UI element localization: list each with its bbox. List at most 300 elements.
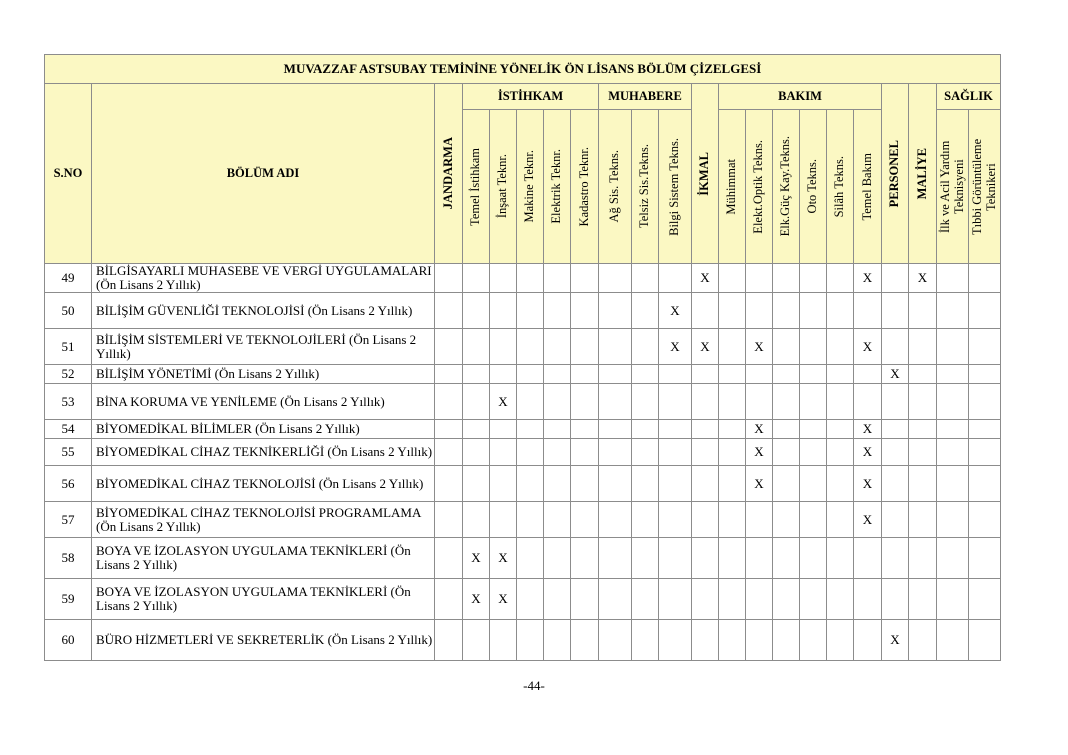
mark-cell (490, 420, 517, 439)
mark-cell (599, 439, 632, 466)
group-header-1: İSTİHKAM (463, 84, 599, 110)
mark-cell (632, 264, 659, 293)
page-number: -44- (523, 678, 545, 693)
mark-cell (937, 502, 969, 538)
mark-cell (909, 329, 937, 365)
mark-cell (517, 620, 544, 661)
mark-cell (773, 620, 800, 661)
mark-cell (517, 384, 544, 420)
mark-cell (435, 538, 463, 579)
mark-x: X (490, 384, 517, 420)
mark-cell (909, 439, 937, 466)
column-header-label: Temel İstihkam (468, 147, 483, 226)
department-name: BİYOMEDİKAL CİHAZ TEKNOLOJİSİ (Ön Lisans 2 Yıllık) (92, 466, 435, 502)
mark-cell (827, 384, 854, 420)
mark-cell (773, 264, 800, 293)
mark-cell (517, 264, 544, 293)
mark-cell (490, 365, 517, 384)
mark-cell (937, 620, 969, 661)
mark-x: X (746, 466, 773, 502)
mark-cell (827, 365, 854, 384)
mark-cell (544, 293, 571, 329)
department-name: BİYOMEDİKAL CİHAZ TEKNİKERLİĞİ (Ön Lisans 2 Yıllık) (92, 439, 435, 466)
mark-cell (882, 293, 909, 329)
mark-cell (435, 329, 463, 365)
row-number: 57 (45, 502, 92, 538)
column-header-label: İnşaat Teknr. (495, 154, 510, 219)
row-number: 52 (45, 365, 92, 384)
mark-cell (719, 620, 746, 661)
mark-cell (490, 466, 517, 502)
mark-cell (571, 384, 599, 420)
column-header-label: Tıbbi Görüntüleme Teknikeri (969, 138, 998, 235)
row-number: 59 (45, 579, 92, 620)
row-number: 53 (45, 384, 92, 420)
name-header: BÖLÜM ADI (92, 84, 435, 264)
mark-cell (773, 384, 800, 420)
mark-cell (571, 579, 599, 620)
mark-cell (969, 365, 1001, 384)
column-header-wrap (599, 110, 631, 263)
mark-cell (463, 420, 490, 439)
mark-cell (517, 329, 544, 365)
mark-cell (632, 420, 659, 439)
mark-cell (692, 293, 719, 329)
mark-cell (571, 293, 599, 329)
mark-cell (435, 579, 463, 620)
mark-cell (490, 329, 517, 365)
mark-cell (463, 466, 490, 502)
mark-cell (969, 439, 1001, 466)
column-header-wrap (463, 110, 489, 263)
mark-cell (435, 502, 463, 538)
mark-cell (800, 264, 827, 293)
mark-x: X (854, 439, 882, 466)
table-row (45, 420, 1001, 439)
mark-cell (571, 439, 599, 466)
column-header-label: Mühimmat (724, 158, 739, 215)
department-name: BİLİŞİM SİSTEMLERİ VE TEKNOLOJİLERİ (Ön Lisans 2 Yıllık) (92, 329, 435, 365)
mark-cell (692, 466, 719, 502)
mark-cell (746, 620, 773, 661)
table-row (45, 502, 1001, 538)
mark-cell (599, 466, 632, 502)
mark-cell (909, 502, 937, 538)
column-header-wrap (571, 110, 598, 263)
department-name: BİYOMEDİKAL CİHAZ TEKNOLOJİSİ PROGRAMLAMA (Ön Lisans 2 Yıllık) (92, 502, 435, 538)
column-header-6 (599, 110, 632, 264)
mark-x: X (909, 264, 937, 293)
mark-cell (571, 620, 599, 661)
mark-x: X (746, 439, 773, 466)
column-header-4 (544, 110, 571, 264)
column-header-label: İKMAL (697, 151, 712, 196)
mark-cell (969, 293, 1001, 329)
row-number: 58 (45, 538, 92, 579)
mark-cell (827, 439, 854, 466)
row-number: 55 (45, 439, 92, 466)
mark-cell (692, 620, 719, 661)
row-number: 54 (45, 420, 92, 439)
group-header-7: SAĞLIK (937, 84, 1001, 110)
mark-cell (544, 329, 571, 365)
department-name: BİNA KORUMA VE YENİLEME (Ön Lisans 2 Yıllık) (92, 384, 435, 420)
mark-x: X (882, 365, 909, 384)
mark-cell (463, 502, 490, 538)
mark-x: X (490, 538, 517, 579)
mark-cell (746, 293, 773, 329)
mark-cell (969, 579, 1001, 620)
mark-cell (937, 365, 969, 384)
mark-cell (599, 502, 632, 538)
mark-cell (937, 293, 969, 329)
mark-cell (746, 365, 773, 384)
column-header-wrap (909, 84, 936, 263)
mark-cell (544, 384, 571, 420)
mark-cell (490, 502, 517, 538)
mark-cell (719, 420, 746, 439)
column-header-17 (909, 84, 937, 264)
column-header-5 (571, 110, 599, 264)
row-number: 49 (45, 264, 92, 293)
department-name: BOYA VE İZOLASYON UYGULAMA TEKNİKLERİ (Ön Lisans 2 Yıllık) (92, 538, 435, 579)
mark-cell (800, 579, 827, 620)
table-row (45, 538, 1001, 579)
mark-cell (435, 264, 463, 293)
table-title: MUVAZZAF ASTSUBAY TEMİNİNE YÖNELİK ÖN LİSANS BÖLÜM ÇİZELGESİ (45, 55, 1001, 84)
column-header-wrap (659, 110, 691, 263)
mark-x: X (854, 329, 882, 365)
mark-cell (909, 466, 937, 502)
mark-x: X (463, 579, 490, 620)
column-header-0 (435, 84, 463, 264)
column-header-11 (746, 110, 773, 264)
mark-cell (882, 384, 909, 420)
mark-cell (571, 420, 599, 439)
mark-cell (937, 538, 969, 579)
column-header-19 (969, 110, 1001, 264)
mark-cell (517, 538, 544, 579)
mark-cell (544, 502, 571, 538)
mark-cell (827, 329, 854, 365)
mark-cell (969, 420, 1001, 439)
column-header-label: Ağ Sis. Tekns. (607, 150, 622, 223)
mark-cell (909, 420, 937, 439)
mark-cell (659, 365, 692, 384)
mark-cell (773, 538, 800, 579)
mark-cell (719, 579, 746, 620)
column-header-wrap (490, 110, 516, 263)
mark-x: X (854, 264, 882, 293)
mark-cell (746, 384, 773, 420)
mark-cell (659, 538, 692, 579)
mark-cell (599, 365, 632, 384)
mark-cell (435, 466, 463, 502)
column-header-16 (882, 84, 909, 264)
mark-cell (490, 620, 517, 661)
mark-cell (632, 620, 659, 661)
row-number: 56 (45, 466, 92, 502)
mark-cell (969, 502, 1001, 538)
mark-cell (969, 620, 1001, 661)
mark-cell (909, 620, 937, 661)
mark-cell (719, 293, 746, 329)
mark-cell (909, 579, 937, 620)
mark-cell (692, 420, 719, 439)
mark-x: X (854, 420, 882, 439)
mark-cell (632, 329, 659, 365)
column-header-wrap (969, 110, 1000, 263)
mark-cell (544, 620, 571, 661)
column-header-2 (490, 110, 517, 264)
mark-cell (882, 264, 909, 293)
mark-cell (827, 264, 854, 293)
mark-cell (937, 384, 969, 420)
mark-cell (599, 538, 632, 579)
mark-x: X (659, 293, 692, 329)
mark-cell (827, 420, 854, 439)
mark-cell (632, 579, 659, 620)
mark-cell (800, 365, 827, 384)
column-header-label: Silâh Tekns. (832, 155, 847, 218)
mark-cell (435, 620, 463, 661)
mark-cell (882, 466, 909, 502)
column-header-label: Makine Teknr. (522, 150, 537, 223)
column-header-label: Temel Bakım (859, 152, 874, 221)
mark-cell (599, 620, 632, 661)
mark-cell (659, 439, 692, 466)
mark-cell (773, 502, 800, 538)
column-header-label: JANDARMA (440, 137, 455, 210)
mark-cell (909, 538, 937, 579)
row-number: 60 (45, 620, 92, 661)
mark-cell (571, 329, 599, 365)
department-table (44, 54, 1001, 661)
column-header-wrap (854, 110, 881, 263)
column-header-label: İlk ve Acil Yardım Teknisyeni (937, 140, 966, 233)
mark-cell (937, 420, 969, 439)
mark-cell (937, 466, 969, 502)
mark-cell (827, 579, 854, 620)
mark-cell (937, 579, 969, 620)
mark-cell (490, 293, 517, 329)
column-header-wrap (719, 110, 745, 263)
column-header-wrap (435, 84, 462, 263)
department-name: BİLİŞİM GÜVENLİĞİ TEKNOLOJİSİ (Ön Lisans 2 Yıllık) (92, 293, 435, 329)
mark-cell (773, 420, 800, 439)
table-row (45, 384, 1001, 420)
mark-cell (599, 420, 632, 439)
column-header-9 (692, 84, 719, 264)
column-header-wrap (827, 110, 853, 263)
mark-cell (632, 293, 659, 329)
row-number: 51 (45, 329, 92, 365)
mark-cell (773, 293, 800, 329)
mark-cell (632, 502, 659, 538)
column-header-wrap (692, 84, 718, 263)
mark-cell (659, 466, 692, 502)
mark-cell (909, 384, 937, 420)
mark-cell (632, 538, 659, 579)
mark-cell (599, 384, 632, 420)
table-row (45, 329, 1001, 365)
mark-cell (882, 439, 909, 466)
mark-cell (517, 466, 544, 502)
mark-cell (599, 329, 632, 365)
column-header-wrap (632, 110, 658, 263)
mark-cell (692, 579, 719, 620)
mark-cell (800, 293, 827, 329)
table-row (45, 264, 1001, 293)
mark-cell (719, 439, 746, 466)
mark-cell (854, 293, 882, 329)
mark-x: X (490, 579, 517, 620)
mark-cell (969, 329, 1001, 365)
mark-cell (854, 620, 882, 661)
column-header-3 (517, 110, 544, 264)
table-row (45, 365, 1001, 384)
column-header-12 (773, 110, 800, 264)
mark-x: X (854, 502, 882, 538)
mark-cell (969, 384, 1001, 420)
column-header-label: Elektrik Teknr. (549, 149, 564, 224)
column-header-wrap (773, 110, 799, 263)
mark-cell (937, 329, 969, 365)
mark-cell (800, 538, 827, 579)
mark-cell (544, 264, 571, 293)
mark-cell (517, 439, 544, 466)
mark-cell (632, 439, 659, 466)
column-header-label: Telsiz Sis.Tekns. (637, 144, 652, 229)
department-name: BOYA VE İZOLASYON UYGULAMA TEKNİKLERİ (Ön Lisans 2 Yıllık) (92, 579, 435, 620)
mark-cell (773, 439, 800, 466)
column-header-10 (719, 110, 746, 264)
mark-cell (659, 579, 692, 620)
mark-cell (544, 579, 571, 620)
mark-cell (800, 502, 827, 538)
column-header-label: Elk.Güç Kay.Tekns. (778, 136, 793, 237)
mark-cell (517, 579, 544, 620)
column-header-wrap (517, 110, 543, 263)
department-name: BİLİŞİM YÖNETİMİ (Ön Lisans 2 Yıllık) (92, 365, 435, 384)
column-header-wrap (746, 110, 772, 263)
mark-cell (827, 293, 854, 329)
mark-cell (692, 365, 719, 384)
mark-cell (854, 579, 882, 620)
mark-cell (463, 264, 490, 293)
mark-cell (800, 420, 827, 439)
mark-cell (719, 466, 746, 502)
column-header-label: Kadastro Teknr. (576, 146, 591, 227)
sno-header: S.NO (45, 84, 92, 264)
mark-cell (909, 293, 937, 329)
mark-cell (544, 538, 571, 579)
mark-cell (719, 538, 746, 579)
mark-cell (632, 466, 659, 502)
mark-x: X (882, 620, 909, 661)
group-header-row (45, 84, 1001, 110)
mark-cell (435, 420, 463, 439)
mark-cell (599, 264, 632, 293)
mark-cell (517, 365, 544, 384)
mark-cell (571, 538, 599, 579)
mark-cell (746, 579, 773, 620)
table-row (45, 466, 1001, 502)
mark-cell (571, 264, 599, 293)
mark-cell (632, 384, 659, 420)
mark-cell (746, 502, 773, 538)
column-header-wrap (937, 110, 968, 263)
column-header-wrap (882, 84, 908, 263)
mark-cell (746, 538, 773, 579)
mark-cell (882, 329, 909, 365)
mark-cell (692, 538, 719, 579)
mark-cell (571, 365, 599, 384)
mark-cell (773, 329, 800, 365)
mark-cell (909, 365, 937, 384)
mark-cell (800, 329, 827, 365)
mark-cell (719, 264, 746, 293)
table-row (45, 579, 1001, 620)
mark-cell (937, 439, 969, 466)
column-header-15 (854, 110, 882, 264)
column-header-wrap (800, 110, 826, 263)
mark-x: X (659, 329, 692, 365)
mark-cell (719, 502, 746, 538)
mark-cell (463, 620, 490, 661)
mark-cell (435, 293, 463, 329)
column-header-label: Bilgi Sistem Tekns. (667, 137, 682, 236)
mark-cell (800, 439, 827, 466)
column-header-8 (659, 110, 692, 264)
mark-cell (969, 538, 1001, 579)
mark-cell (517, 293, 544, 329)
mark-cell (435, 365, 463, 384)
mark-cell (659, 502, 692, 538)
mark-cell (544, 420, 571, 439)
mark-cell (719, 365, 746, 384)
title-row (45, 55, 1001, 84)
mark-cell (854, 384, 882, 420)
mark-cell (854, 365, 882, 384)
department-name: BÜRO HİZMETLERİ VE SEKRETERLİK (Ön Lisans 2 Yıllık) (92, 620, 435, 661)
column-header-18 (937, 110, 969, 264)
mark-cell (882, 420, 909, 439)
mark-cell (463, 329, 490, 365)
column-header-label: Oto Tekns. (805, 159, 820, 214)
mark-cell (517, 502, 544, 538)
column-header-label: MALİYE (914, 147, 929, 200)
mark-x: X (746, 329, 773, 365)
mark-cell (882, 579, 909, 620)
mark-x: X (854, 466, 882, 502)
mark-cell (692, 502, 719, 538)
mark-x: X (746, 420, 773, 439)
mark-cell (692, 384, 719, 420)
mark-cell (969, 264, 1001, 293)
mark-cell (773, 579, 800, 620)
mark-cell (692, 439, 719, 466)
mark-cell (854, 538, 882, 579)
mark-cell (544, 439, 571, 466)
table-row (45, 620, 1001, 661)
mark-cell (490, 439, 517, 466)
mark-cell (827, 620, 854, 661)
mark-cell (544, 466, 571, 502)
column-header-wrap (544, 110, 570, 263)
mark-cell (882, 538, 909, 579)
mark-cell (827, 538, 854, 579)
